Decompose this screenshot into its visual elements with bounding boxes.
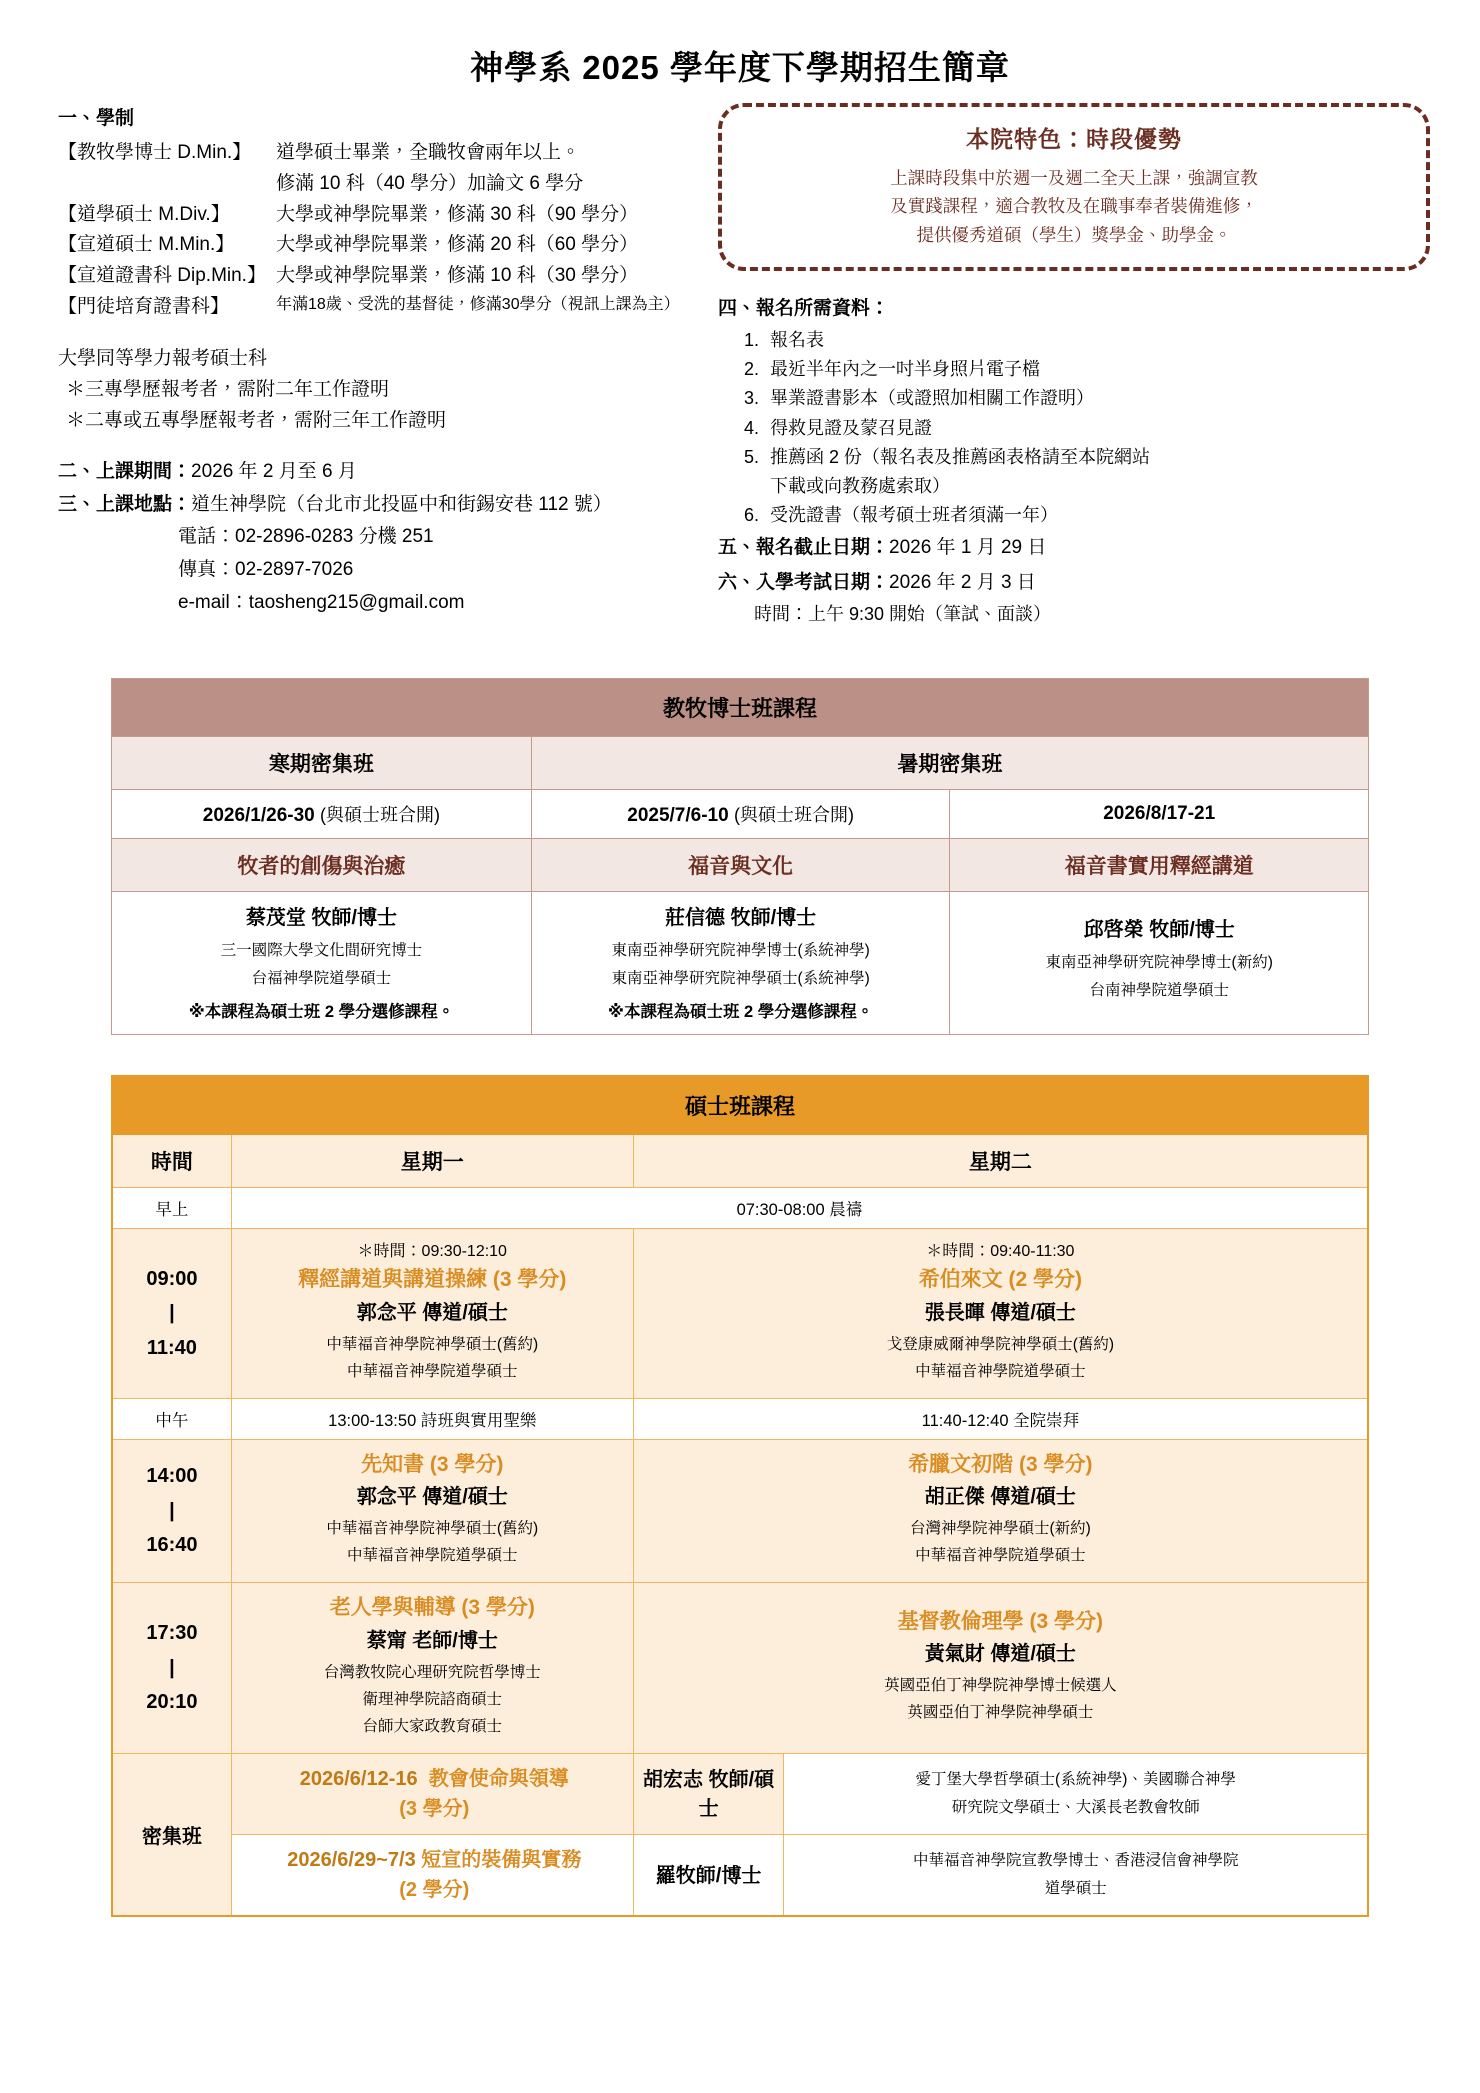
course-title: 希臘文初階 (3 學分): [908, 1452, 1093, 1476]
noon-tuesday-activity: 11:40-12:40 全院崇拜: [633, 1398, 1368, 1439]
course-title: 希伯來文 (2 學分): [918, 1268, 1083, 1292]
instructor-bio: 衛理神學院諮商碩士: [362, 1690, 503, 1708]
doctoral-instructor-name: 莊信德 牧師/博士: [665, 907, 817, 930]
course-cell-mon-1: [231, 1439, 633, 1582]
requirement-text: 最近半年內之一吋半身照片電子檔: [770, 359, 1040, 380]
slot-time-1: [112, 1439, 231, 1582]
slot-time-line: 20:10: [146, 1690, 198, 1713]
doctoral-instructor-name: 邱啓榮 牧師/博士: [1083, 919, 1235, 942]
slot-time-0: [112, 1229, 231, 1398]
doctoral-course-note: ※本課程為碩士班 2 學分選修課程。: [188, 1003, 455, 1022]
requirement-item: [718, 414, 1430, 443]
doctoral-instructor-bio: 三一國際大學文化間研究博士: [220, 942, 423, 960]
course-instructor: 郭念平 傳道/碩士: [356, 1486, 508, 1509]
table-row-slot-evening: [112, 1583, 1368, 1753]
intensive-date: 2026/6/29~7/3: [287, 1848, 416, 1871]
deadline-row: [718, 532, 1430, 565]
deadline-value: 2026 年 1 月 29 日: [889, 537, 1047, 559]
requirement-text: 推薦函 2 份（報名表及推薦函表格請至本院網站: [770, 446, 1151, 467]
slot-time-line: 14:00: [146, 1465, 198, 1488]
instructor-bio: 戈登康威爾神學院神學碩士(舊約): [886, 1335, 1115, 1353]
degree-desc: 大學或神學院畢業，修滿 20 科（60 學分）: [276, 234, 639, 256]
table-row-slot-afternoon: [112, 1439, 1368, 1582]
course-title: 先知書 (3 學分): [361, 1452, 504, 1476]
class-period-row: [58, 456, 678, 489]
course-time: ＊時間：09:30-12:10: [357, 1243, 507, 1261]
instructor-bio: 研究院文學碩士、大溪長老教會牧師: [951, 1798, 1200, 1816]
section-heading-requirements: 四、報名所需資料：: [718, 298, 890, 320]
doctoral-instructor-bio: 東南亞神學研究院神學碩士(系統神學): [611, 969, 870, 987]
doctoral-date: 2026/8/17-21: [1103, 803, 1216, 825]
intensive-course-cell: [231, 1753, 633, 1834]
table-row-morning: [112, 1188, 1368, 1229]
slot-time-sep: |: [169, 1499, 175, 1522]
intensive-date: 2026/6/12-16: [299, 1767, 418, 1790]
course-instructor: 郭念平 傳道/碩士: [356, 1301, 508, 1324]
class-period-value: 2026 年 2 月至 6 月: [191, 461, 357, 483]
table-row-subheader: [112, 737, 1369, 790]
course-time: ＊時間：09:40-11:30: [926, 1243, 1075, 1261]
requirement-number: 4.: [744, 417, 760, 438]
degree-row: [58, 261, 678, 292]
doctoral-course-title: 福音書實用釋經講道: [950, 839, 1369, 892]
requirement-subtext: 下載或向教務處索取）: [770, 475, 950, 496]
requirement-number: 3.: [744, 388, 760, 409]
top-info-section: [0, 103, 1480, 630]
degree-desc-cont: 修滿 10 科（40 學分）加論文 6 學分: [276, 172, 584, 194]
intensive-credits: (2 學分): [399, 1878, 470, 1901]
doctoral-course-table: [111, 678, 1369, 1035]
degree-row: [58, 200, 678, 231]
doctoral-date-cell: [112, 790, 532, 839]
noon-monday-activity: 13:00-13:50 詩班與實用聖樂: [231, 1398, 633, 1439]
table-row-title: [112, 679, 1369, 737]
degree-row: [58, 138, 678, 169]
doctoral-date-note: (與碩士班合開): [320, 805, 441, 826]
equivalent-note: ＊三專學歷報考者，需附二年工作證明: [66, 378, 390, 400]
slot-time-sep: |: [169, 1656, 175, 1679]
doctoral-course-note: ※本課程為碩士班 2 學分選修課程。: [607, 1003, 874, 1022]
degree-label: 【宣道碩士 M.Min.】: [58, 234, 235, 256]
left-info-column: [58, 103, 678, 630]
course-cell-tue-1: [633, 1439, 1368, 1582]
table-row-noon: [112, 1398, 1368, 1439]
doctoral-instructor-bio: 台福神學院道學碩士: [251, 969, 392, 987]
requirement-text: 得救見證及蒙召見證: [770, 417, 932, 438]
instructor-bio: 台灣教牧院心理研究院哲學博士: [323, 1663, 541, 1681]
feature-highlight-box: [718, 103, 1430, 271]
master-table-title: 碩士班課程: [112, 1076, 1368, 1135]
exam-date-row: [718, 567, 1430, 600]
course-instructor: 黃氣財 傳道/碩士: [924, 1643, 1076, 1666]
degree-label: 【宣道證書科 Dip.Min.】: [58, 265, 266, 287]
table-row-slot-morning: [112, 1229, 1368, 1398]
morning-devotion: 07:30-08:00 晨禱: [231, 1188, 1368, 1229]
slot-time-line: 09:00: [146, 1267, 198, 1290]
course-title: 基督教倫理學 (3 學分): [897, 1609, 1104, 1633]
feature-title: 本院特色：時段優勢: [966, 126, 1182, 152]
feature-line: 提供優秀道碩（學生）獎學金、助學金。: [916, 224, 1232, 245]
doctoral-date-cell: [950, 790, 1369, 839]
instructor-bio: 英國亞伯丁神學院神學博士候選人: [884, 1677, 1117, 1695]
course-instructor: 胡正傑 傳道/碩士: [924, 1486, 1076, 1509]
requirement-item: [718, 326, 1430, 355]
instructor-bio: 中華福音神學院道學碩士: [347, 1547, 518, 1565]
master-header-tuesday: 星期二: [633, 1135, 1368, 1188]
doctoral-instructor-cell: [112, 892, 532, 1035]
slot-time-line: 17:30: [146, 1622, 198, 1645]
noon-label: 中午: [112, 1398, 231, 1439]
equivalent-qualification-title: 大學同等學力報考碩士科: [58, 347, 268, 369]
doctoral-col-header-winter: 寒期密集班: [112, 737, 532, 790]
degree-row: [58, 292, 678, 323]
degree-label: 【道學碩士 M.Div.】: [58, 203, 230, 225]
requirement-number: 1.: [744, 330, 760, 351]
doctoral-instructor-name: 蔡茂堂 牧師/博士: [245, 907, 397, 930]
doctoral-col-header-summer: 暑期密集班: [531, 737, 1368, 790]
requirement-text: 畢業證書影本（或證照加相關工作證明）: [770, 388, 1094, 409]
doctoral-course-title: 福音與文化: [531, 839, 950, 892]
requirement-item: [718, 501, 1430, 530]
instructor-bio: 台灣神學院神學碩士(新約): [909, 1520, 1091, 1538]
feature-line: 上課時段集中於週一及週二全天上課，強調宣教: [890, 168, 1258, 188]
course-title: 釋經講道與講道操練 (3 學分): [298, 1268, 567, 1292]
master-course-table: [111, 1075, 1369, 1916]
class-location-key: 三、上課地點：: [58, 493, 192, 515]
intensive-course-title: 教會使命與領導: [428, 1767, 569, 1790]
table-row-dates: [112, 790, 1369, 839]
right-info-column: [678, 103, 1430, 630]
doctoral-date-note: (與碩士班合開): [733, 805, 854, 826]
doctoral-instructor-bio: 東南亞神學研究院神學博士(系統神學): [611, 942, 870, 960]
requirement-number: 2.: [744, 359, 760, 380]
master-header-monday: 星期一: [231, 1135, 633, 1188]
section-heading-system: 一、學制: [58, 108, 135, 129]
instructor-bio: 中華福音神學院神學碩士(舊約): [326, 1335, 539, 1353]
degree-desc: 大學或神學院畢業，修滿 30 科（90 學分）: [276, 203, 639, 225]
degree-label: 【教牧學博士 D.Min.】: [58, 142, 252, 163]
contact-phone: 電話：02-2896-0283 分機 251: [178, 526, 434, 548]
instructor-bio: 中華福音神學院道學碩士: [915, 1547, 1086, 1565]
intensive-instructor-bio-cell: [784, 1753, 1368, 1834]
class-location-value: 道生神學院（台北市北投區中和街錫安巷 112 號）: [191, 493, 612, 515]
spacer: [58, 323, 678, 343]
deadline-key: 五、報名截止日期：: [718, 537, 890, 559]
doctoral-instructor-cell: [950, 892, 1369, 1035]
slot-time-line: 11:40: [146, 1336, 197, 1359]
table-row-header: [112, 1135, 1368, 1188]
intensive-credits: (3 學分): [399, 1797, 470, 1820]
exam-date-key: 六、入學考試日期：: [718, 571, 890, 593]
instructor-bio: 英國亞伯丁神學院神學碩士: [907, 1704, 1094, 1722]
requirement-number: 5.: [744, 446, 760, 467]
course-instructor: 蔡甯 老師/博士: [366, 1629, 498, 1652]
doctoral-instructor-cell: [531, 892, 950, 1035]
course-title: 老人學與輔導 (3 學分): [329, 1596, 535, 1620]
slot-time-2: [112, 1583, 231, 1753]
intensive-label: 密集班: [112, 1753, 231, 1916]
requirement-number: 6.: [744, 504, 760, 525]
course-instructor: 張長暉 傳道/碩士: [924, 1301, 1076, 1324]
requirement-item: [718, 384, 1430, 413]
degree-label: 【門徒培育證書科】: [58, 295, 230, 317]
doctoral-instructor-bio: 台南神學院道學碩士: [1089, 981, 1229, 999]
intensive-instructor-bio-cell: [784, 1834, 1368, 1916]
doctoral-instructor-bio: 東南亞神學研究院神學博士(新約): [1045, 954, 1273, 972]
course-cell-mon-2: [231, 1583, 633, 1753]
doctoral-course-title: 牧者的創傷與治癒: [112, 839, 532, 892]
course-cell-mon-0: [231, 1229, 633, 1398]
morning-label: 早上: [112, 1188, 231, 1229]
table-row-intensive-1: [112, 1753, 1368, 1834]
degree-desc: 道學碩士畢業，全職牧會兩年以上。: [276, 142, 581, 163]
contact-fax: 傳真：02-2897-7026: [178, 559, 354, 581]
spacer: [58, 436, 678, 456]
intensive-instructor: 胡宏志 牧師/碩士: [633, 1753, 784, 1834]
exam-date-value: 2026 年 2 月 3 日: [889, 571, 1036, 593]
instructor-bio: 愛丁堡大學哲學碩士(系統神學)、美國聯合神學: [915, 1770, 1236, 1788]
requirement-item: [718, 443, 1430, 472]
course-cell-tue-2: [633, 1583, 1368, 1753]
intensive-instructor: 羅牧師/博士: [633, 1834, 784, 1916]
instructor-bio: 中華福音神學院道學碩士: [915, 1362, 1086, 1380]
table-row-instructors: [112, 892, 1369, 1035]
intensive-course-title: 短宣的裝備與實務: [421, 1848, 582, 1871]
degree-row: [58, 230, 678, 261]
requirement-text: 受洗證書（報考碩士班者須滿一年）: [770, 504, 1058, 525]
intensive-course-cell: [231, 1834, 633, 1916]
feature-line: 及實踐課程，適合教牧及在職事奉者裝備進修，: [890, 196, 1258, 217]
slot-time-sep: |: [169, 1302, 175, 1325]
doctoral-date: 2025/7/6-10: [627, 805, 729, 827]
class-period-key: 二、上課期間：: [58, 461, 192, 483]
instructor-bio: 中華福音神學院宣教學博士、香港浸信會神學院: [912, 1851, 1239, 1869]
requirement-text: 報名表: [770, 330, 824, 351]
course-cell-tue-0: [633, 1229, 1368, 1398]
contact-email[interactable]: e-mail：taosheng215@gmail.com: [178, 591, 465, 613]
instructor-bio: 道學碩士: [1044, 1879, 1107, 1897]
instructor-bio: 中華福音神學院神學碩士(舊約): [326, 1520, 539, 1538]
table-row-title: [112, 1076, 1368, 1135]
exam-time: 時間：上午 9:30 開始（筆試、面談）: [754, 604, 1052, 625]
doctoral-table-title: 教牧博士班課程: [112, 679, 1369, 737]
instructor-bio: 中華福音神學院道學碩士: [347, 1362, 518, 1380]
table-row-courses: [112, 839, 1369, 892]
master-header-time: 時間: [112, 1135, 231, 1188]
requirement-item: [718, 355, 1430, 384]
degree-desc: 年滿18歲、受洗的基督徒，修滿30學分（視訊上課為主）: [276, 295, 680, 313]
doctoral-date-cell: [531, 790, 950, 839]
equivalent-note: ＊二專或五專學歷報考者，需附三年工作證明: [66, 409, 447, 431]
doctoral-date: 2026/1/26-30: [202, 805, 315, 827]
slot-time-line: 16:40: [146, 1534, 198, 1557]
page-title: 神學系 2025 學年度下學期招生簡章: [470, 49, 1010, 86]
degree-desc: 大學或神學院畢業，修滿 10 科（30 學分）: [276, 265, 639, 287]
instructor-bio: 台師大家政教育碩士: [362, 1717, 503, 1735]
class-location-row: [58, 489, 678, 522]
table-row-intensive-2: [112, 1834, 1368, 1916]
